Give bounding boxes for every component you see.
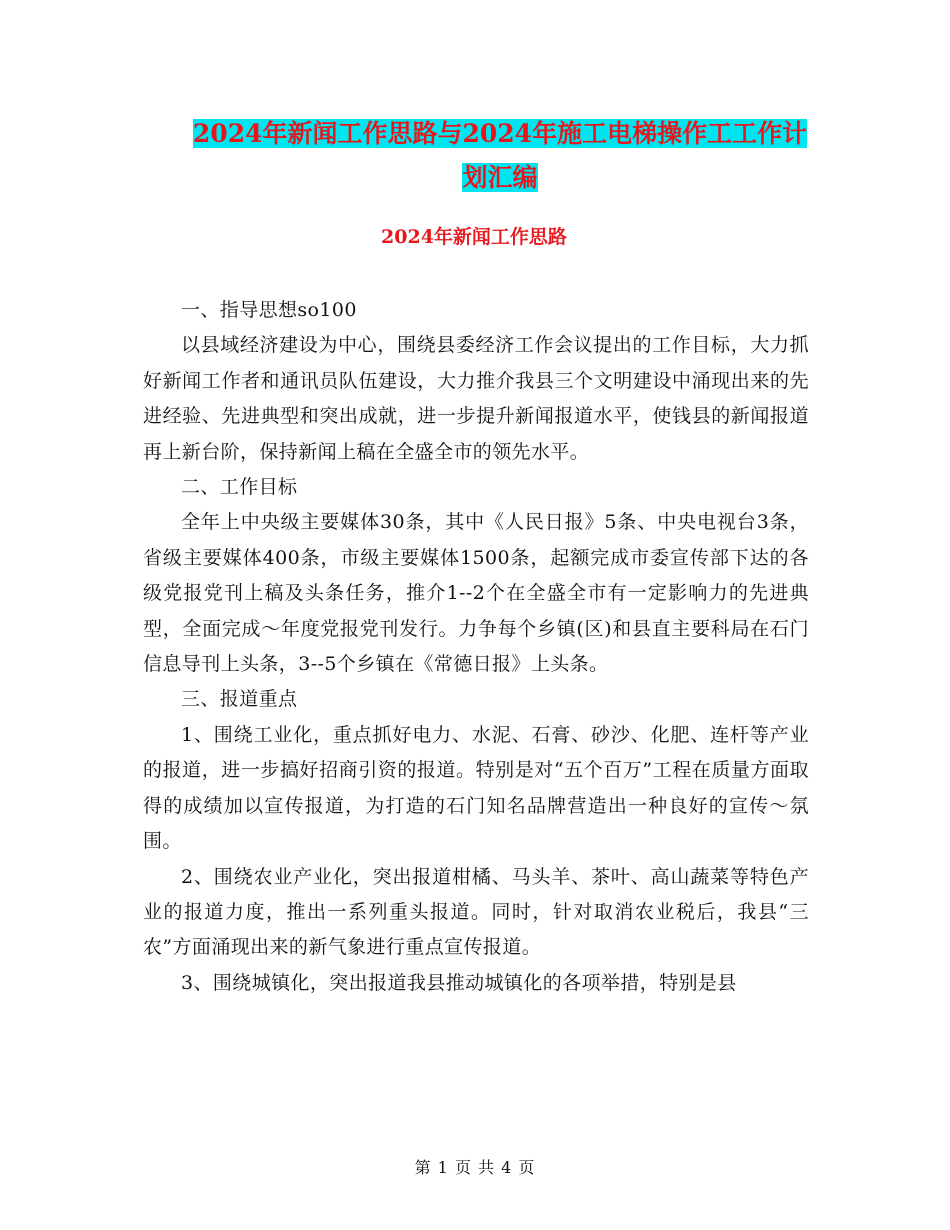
heading-guiding-idea: 一、指导思想so100 [181, 299, 357, 321]
document-body [143, 293, 809, 1001]
paragraph-agriculture: 2、围绕农业产业化，突出报道柑橘、马头羊、茶叶、高山蔬菜等特色产业的报道力度，推出一系列重头报道。同时，针对取消农业税后，我县“三农”方面涌现出来的新气象进行重点宣传报道。 [143, 865, 809, 959]
paragraph-industrialization: 1、围绕工业化，重点抓好电力、水泥、石膏、砂沙、化肥、连杆等产业的报道，进一步搞好招商引资的报道。特别是对“五个百万”工程在质量方面取得的成绩加以宣传报道，为打造的石门知名品牌营造出一种良好的宣传～氛围。 [143, 723, 809, 853]
section-title: 2024年新闻工作思路 [381, 226, 567, 248]
paragraph-work-goals: 全年上中央级主要媒体30条，其中《人民日报》5条、中央电视台3条，省级主要媒体400条，市级主要媒体1500条，起额完成市委宣传部下达的各级党报党刊上稿及头条任务，推介1--2个在全盛全市有一定影响力的先进典型，全面完成～年度党报党刊发行。力争每个乡镇(区)和县直主要科局在石门信息导刊上头条，3--5个乡镇在《常德日报》上头条。 [143, 511, 809, 676]
page-footer: 第 1 页 共 4 页 [414, 1158, 536, 1177]
heading-work-goals: 二、工作目标 [181, 476, 298, 499]
document-title-line2: 划汇编 [462, 163, 538, 192]
paragraph-urbanization: 3、围绕城镇化，突出报道我县推动城镇化的各项举措，特别是县 [181, 971, 737, 994]
document-title [140, 112, 860, 200]
document-title-line1: 2024年新闻工作思路与2024年施工电梯操作工工作计 [192, 119, 808, 148]
heading-report-focus: 三、报道重点 [181, 688, 298, 711]
paragraph-guiding-idea: 以县域经济建设为中心，围绕县委经济工作会议提出的工作目标，大力抓好新闻工作者和通讯员队伍建设，大力推介我县三个文明建设中涌现出来的先进经验、先进典型和突出成就，进一步提升新闻报道水平，使钱县的新闻报道再上新台阶，保持新闻上稿在全盛全市的领先水平。 [143, 334, 809, 463]
